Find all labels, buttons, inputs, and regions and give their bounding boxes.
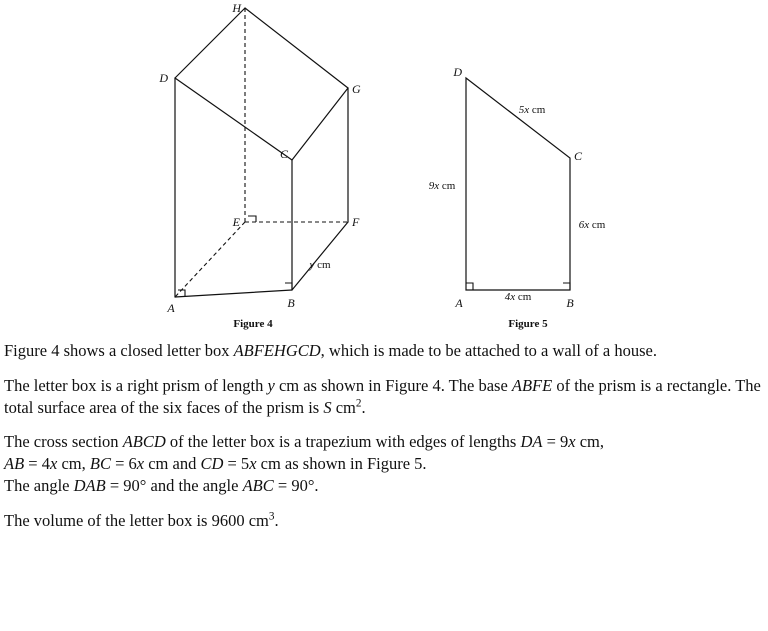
p3-edge-DA: DA — [520, 432, 543, 452]
p3-unit-1: cm, — [575, 432, 604, 452]
p3-eq-2: = 4 — [24, 454, 50, 474]
p2-unit: cm — [331, 397, 356, 417]
label-CB-length: 6x cm — [578, 219, 606, 231]
label-F: F — [352, 215, 360, 229]
label-DC-length: 5x cm — [518, 104, 546, 116]
p3-var-x-4: x — [249, 454, 257, 474]
p3-var-x-1: x — [568, 432, 576, 452]
p3-part-a: The cross section — [4, 432, 123, 452]
right-angle-B5 — [563, 283, 570, 290]
right-angle-A5 — [466, 283, 473, 290]
label-AB-length: 4x cm — [504, 291, 532, 303]
label-D: D — [159, 71, 168, 85]
p2-period: . — [361, 397, 366, 417]
p3-eq-1: = 9 — [542, 432, 569, 452]
question-text — [4, 340, 764, 531]
p3-unit-2: cm, — [57, 454, 90, 474]
p3-var-x-3: x — [136, 454, 145, 474]
p3-part-c: of the letter box is a trapezium with edges of lengths — [165, 432, 521, 452]
figure-4-caption: Figure 4 — [233, 318, 273, 330]
p5-exponent: 3 — [268, 510, 275, 523]
p3-eq-3: = 6 — [110, 454, 137, 474]
p3-part-s: cm as shown in Figure 5. — [256, 454, 427, 474]
p3-unit-3: cm and — [144, 454, 201, 474]
label-E: E — [232, 215, 240, 229]
p2-var-S: S — [323, 397, 332, 417]
p3-eq-4: = 5 — [223, 454, 250, 474]
paragraph-3 — [4, 431, 764, 496]
p2-unit-exponent: 2 — [355, 397, 362, 410]
label-B5: B — [566, 296, 574, 310]
p5-period: . — [274, 510, 279, 530]
p2-var-y: y — [267, 375, 275, 395]
p1-solid-name: ABFEHGCD — [233, 341, 321, 360]
p4-part-c: = 90° and the angle — [105, 475, 243, 495]
label-G: G — [352, 82, 361, 96]
p2-part-a: The letter box is a right prism of length — [4, 375, 268, 395]
paragraph-2 — [4, 375, 764, 419]
label-H: H — [232, 1, 241, 15]
p5-part-a: The volume of the letter box is 9600 cm — [4, 510, 269, 530]
p3-section-name: ABCD — [122, 432, 166, 452]
p1-part-a: Figure 4 shows a closed letter box — [4, 341, 234, 360]
label-A5: A — [455, 296, 463, 310]
p2-part-e: of the prism is a rectangle. The total surface area of the six faces of the prism is — [4, 375, 761, 417]
p4-angle-ABC: ABC — [242, 475, 274, 495]
p1-part-c: , which is made to be attached to a wall of a house. — [320, 341, 657, 360]
label-DA-length: 9x cm — [428, 180, 456, 192]
p4-angle-DAB: DAB — [73, 475, 106, 495]
p4-part-e: = 90°. — [273, 475, 319, 495]
label-D5: D — [453, 65, 462, 79]
p2-part-c: cm as shown in Figure 4. The base — [274, 375, 512, 395]
label-depth-y: y cm — [309, 259, 331, 271]
p3-edge-AB: AB — [4, 454, 25, 474]
p2-base-name: ABFE — [511, 375, 553, 395]
p3-edge-BC: BC — [89, 454, 111, 474]
p3-var-x-2: x — [49, 454, 58, 474]
paragraph-5 — [4, 510, 764, 532]
label-C5: C — [574, 149, 583, 163]
label-A: A — [167, 301, 175, 315]
label-B: B — [287, 296, 295, 310]
p3-edge-CD: CD — [200, 454, 224, 474]
p4-part-a: The angle — [4, 475, 74, 495]
label-C: C — [279, 147, 288, 161]
paragraph-1 — [4, 340, 764, 362]
figure-5-caption: Figure 5 — [508, 318, 548, 330]
